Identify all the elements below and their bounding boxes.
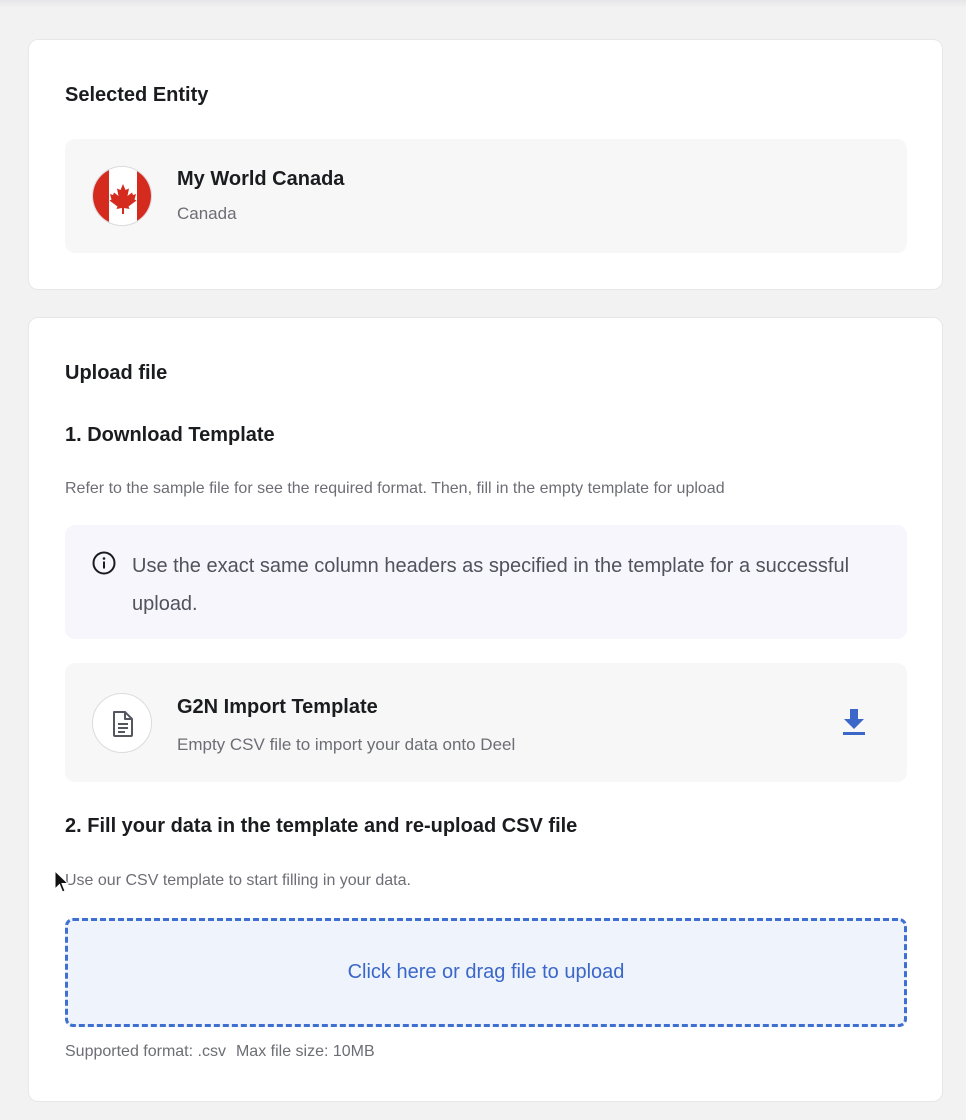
- step1-title: 1. Download Template: [65, 424, 275, 446]
- upload-file-title: Upload file: [65, 362, 168, 384]
- selected-entity-title: Selected Entity: [65, 84, 209, 106]
- entity-item[interactable]: [65, 139, 907, 253]
- document-icon: [92, 693, 152, 753]
- step2-title: 2. Fill your data in the template and re-upload CSV file: [65, 815, 578, 837]
- entity-name: My World Canada: [177, 168, 345, 190]
- upload-file-card: [28, 317, 943, 1102]
- template-item: [65, 663, 907, 782]
- mouse-cursor-icon: [54, 870, 70, 894]
- dropzone-label: Click here or drag file to upload: [347, 961, 625, 983]
- supported-format-text: Supported format: .csv: [65, 1043, 226, 1060]
- max-file-size-text: Max file size: 10MB: [235, 1043, 375, 1060]
- template-description: Empty CSV file to import your data onto Deel: [177, 735, 516, 754]
- top-shadow-bar: [0, 0, 966, 8]
- selected-entity-card: [28, 39, 943, 290]
- entity-country: Canada: [177, 204, 237, 223]
- download-icon[interactable]: [840, 707, 868, 737]
- step1-help-text: Refer to the sample file for see the required format. Then, fill in the empty template for upload: [65, 480, 725, 497]
- template-name: G2N Import Template: [177, 696, 378, 718]
- info-icon: [92, 551, 116, 575]
- canada-flag-icon: [92, 166, 152, 226]
- step2-help-text: Use our CSV template to start filling in your data.: [65, 872, 411, 889]
- info-callout: [65, 525, 907, 639]
- info-text: Use the exact same column headers as specified in the template for a successful upload.: [132, 555, 850, 615]
- file-upload-dropzone[interactable]: [65, 918, 907, 1027]
- upload-constraints: [65, 1043, 375, 1061]
